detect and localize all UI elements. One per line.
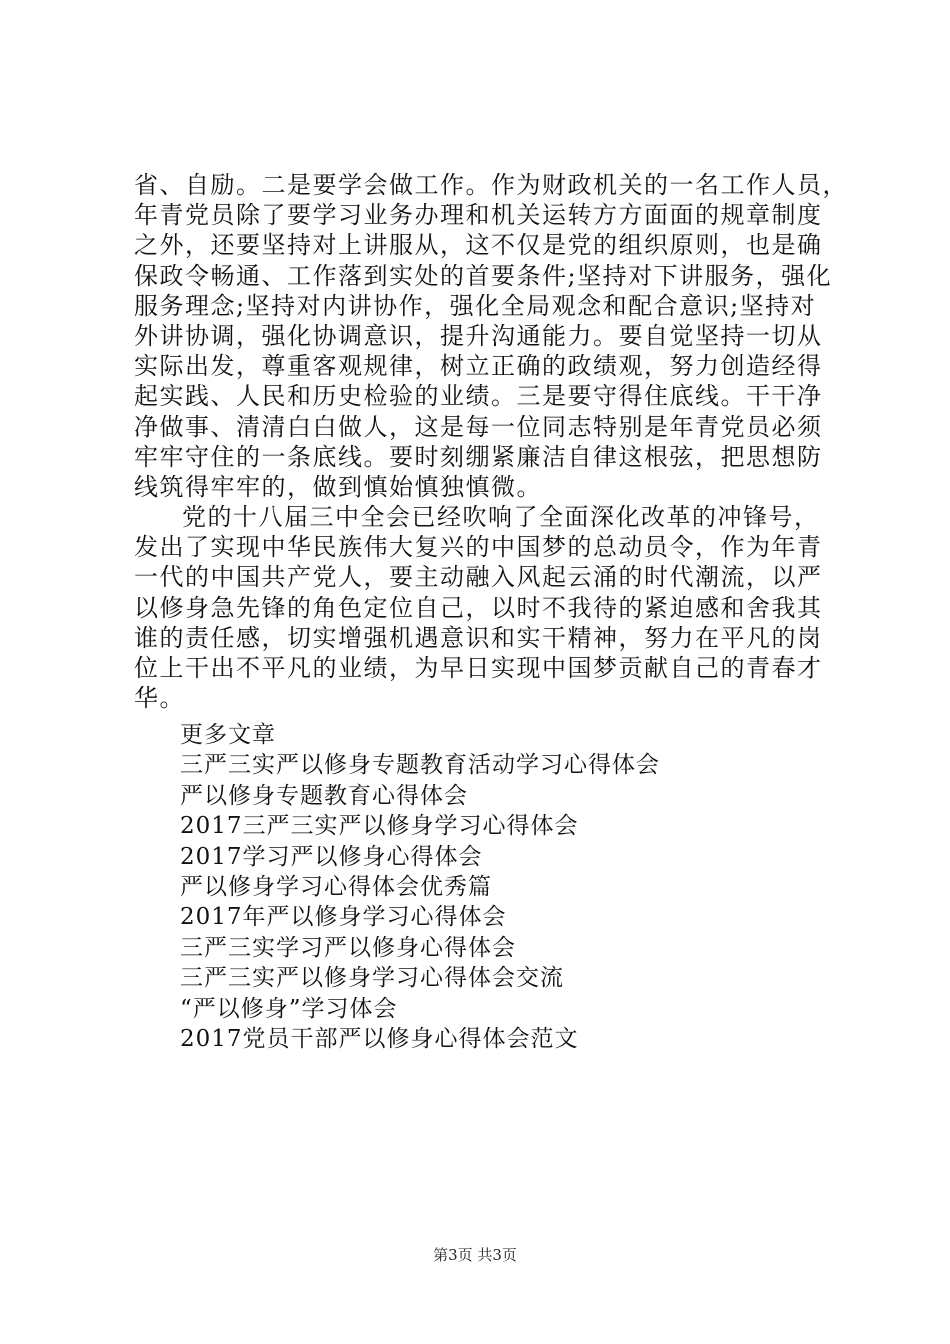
paragraph-line: 服务理念;坚持对内讲协作，强化全局观念和配合意识;坚持对 xyxy=(134,291,817,320)
article-link[interactable]: 2017党员干部严以修身心得体会范文 xyxy=(180,1025,579,1052)
more-articles xyxy=(180,720,820,1054)
body-text xyxy=(134,170,848,713)
paragraph-line: 起实践、人民和历史检验的业绩。三是要守得住底线。干干净 xyxy=(134,382,823,411)
article-link[interactable]: 三严三实严以修身学习心得体会交流 xyxy=(180,965,564,992)
paragraph-line: 谁的责任感，切实增强机遇意识和实干精神，努力在平凡的岗 xyxy=(134,623,823,652)
paragraph-line: 以修身急先锋的角色定位自己，以时不我待的紧迫感和舍我其 xyxy=(134,593,823,622)
paragraph-line: 净做事、清清白白做人，这是每一位同志特别是年青党员必须 xyxy=(134,412,823,441)
paragraph-line: 年青党员除了要学习业务办理和机关运转方方面面的规章制度 xyxy=(134,201,823,230)
paragraph-line: 发出了实现中华民族伟大复兴的中国梦的总动员令，作为年青 xyxy=(134,533,823,562)
paragraph-line: 省、自励。二是要学会做工作。作为财政机关的一名工作人员， xyxy=(134,171,848,199)
paragraph-line: 一代的中国共产党人，要主动融入风起云涌的时代潮流，以严 xyxy=(134,563,823,592)
article-link[interactable]: 严以修身学习心得体会优秀篇 xyxy=(180,873,492,900)
article-link[interactable]: 2017学习严以修身心得体会 xyxy=(180,843,483,870)
page-footer: 第3页 共3页 xyxy=(433,1246,517,1264)
article-link[interactable]: “严以修身”学习体会 xyxy=(180,995,398,1022)
article-link[interactable]: 严以修身专题教育心得体会 xyxy=(180,782,468,809)
paragraph-line: 之外，还要坚持对上讲服从，这不仅是党的组织原则，也是确 xyxy=(134,231,823,260)
article-link[interactable]: 三严三实严以修身专题教育活动学习心得体会 xyxy=(180,752,660,779)
article-link[interactable]: 2017三严三实严以修身学习心得体会 xyxy=(180,813,579,840)
paragraph-line: 位上干出不平凡的业绩，为早日实现中国梦贡献自己的青春才 xyxy=(134,654,823,682)
paragraph-line: 党的十八届三中全会已经吹响了全面深化改革的冲锋号， xyxy=(182,503,820,532)
article-link[interactable]: 三严三实学习严以修身心得体会 xyxy=(180,934,516,961)
paragraph-line: 保政令畅通、工作落到实处的首要条件;坚持对下讲服务，强化 xyxy=(134,261,833,290)
paragraph-line: 线筑得牢牢的，做到慎始慎独慎微。 xyxy=(134,472,542,501)
paragraph-line: 实际出发，尊重客观规律，树立正确的政绩观，努力创造经得 xyxy=(134,352,823,381)
paragraph-line: 牢牢守住的一条底线。要时刻绷紧廉洁自律这根弦，把思想防 xyxy=(134,442,823,471)
paragraph-line: 华。 xyxy=(134,684,185,713)
paragraph-line: 外讲协调，强化协调意识，提升沟通能力。要自觉坚持一切从 xyxy=(134,321,823,350)
more-articles-heading: 更多文章 xyxy=(180,722,276,748)
article-link[interactable]: 2017年严以修身学习心得体会 xyxy=(180,904,507,931)
